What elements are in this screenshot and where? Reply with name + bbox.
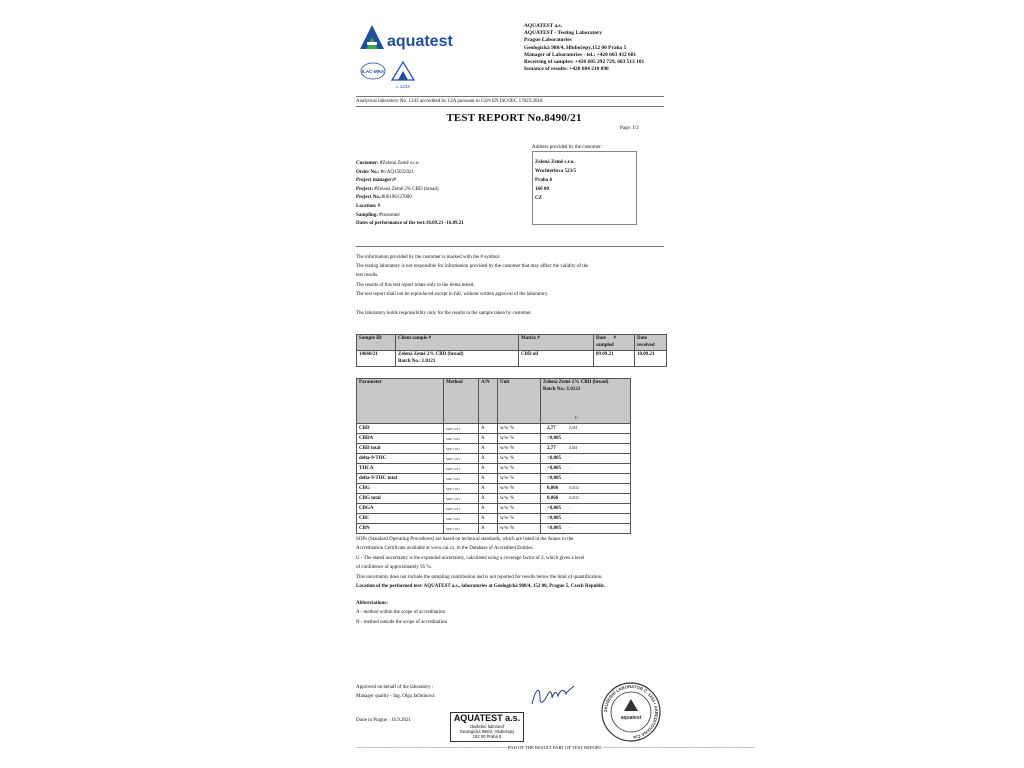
address-line: CZ — [535, 195, 543, 201]
an-cell: A — [479, 444, 498, 454]
result-cell — [541, 494, 631, 504]
stamp-line: 152 00 Praha 5 — [472, 734, 502, 739]
ilac-text: ILAC-MRA — [361, 69, 385, 74]
table-row — [357, 351, 667, 367]
result-value: <0,005 — [547, 476, 562, 481]
col-header: Method — [444, 379, 479, 424]
responsibility-note: The laboratory holds responsibility only for the results in the sample taken by customer. — [356, 311, 532, 317]
unit-cell: w/w % — [498, 464, 541, 474]
table-cell: CBD oil — [519, 351, 594, 367]
method-cell: SOP 7.18.1 — [444, 434, 479, 444]
field-label: Project: # — [356, 186, 377, 192]
header-line: Geologická 988/4, Hlubočepy,152 00 Praha 5 — [524, 44, 627, 51]
test-location: Location of the performed test: AQUATEST a.s., laboratories at Geologická 988/4, 152 00, Prague 5, Czech Republic. — [356, 584, 606, 590]
field-label: Sampling: # — [356, 212, 382, 218]
unit-cell: w/w % — [498, 494, 541, 504]
sample-col-header — [541, 379, 631, 424]
method-cell: SOP 7.18.1 — [444, 424, 479, 434]
parameter-cell: CBD — [357, 424, 444, 434]
field-value: 10.09.21 -16.09.21 — [425, 221, 464, 227]
customer-row — [356, 203, 464, 212]
parameter-cell: CBG — [357, 484, 444, 494]
sop-line: This uncertainty does not include the sampling contribution and is not reported for results below the limit of quantification. — [356, 574, 603, 580]
method-cell: SOP 7.18.1 — [444, 464, 479, 474]
uncertainty-value: 0,0132 — [569, 496, 579, 500]
col-header: Sample ID — [357, 335, 396, 351]
unit-cell: w/w % — [498, 454, 541, 464]
result-cell — [541, 484, 631, 494]
unit-cell: w/w % — [498, 514, 541, 524]
ilac-mra-mark — [360, 62, 386, 80]
table-row — [357, 434, 631, 444]
sop-line: Accreditation Certificate available at www.cai.cz, in the Database of Accredited Entities. — [356, 546, 534, 552]
method-cell: SOP 7.18.1 — [444, 514, 479, 524]
method-cell: SOP 7.18.1 — [444, 454, 479, 464]
sop-notes — [356, 535, 686, 591]
method-cell: SOP 7.18.1 — [444, 504, 479, 514]
results-table — [356, 378, 631, 534]
table-row — [357, 424, 631, 434]
address-line: Wuchterlova 523/5 — [535, 168, 577, 174]
customer-block — [356, 160, 464, 229]
table-row — [357, 474, 631, 484]
approval-line: Manager quality - Ing. Olga Jačminová — [356, 694, 435, 700]
an-cell: A — [479, 474, 498, 484]
customer-row — [356, 160, 464, 169]
header-line: Prague Laboratories — [524, 37, 572, 44]
uncertainty-value: 0,554 — [569, 446, 578, 450]
result-cell — [541, 504, 631, 514]
customer-row — [356, 220, 464, 229]
unit-cell: w/w % — [498, 474, 541, 484]
signature-icon — [528, 682, 578, 712]
unit-cell: w/w % — [498, 424, 541, 434]
notes-block — [356, 253, 672, 318]
an-cell: A — [479, 484, 498, 494]
method-cell: SOP 7.18.1 — [444, 494, 479, 504]
field-label: Project No.: — [356, 195, 382, 201]
customer-row — [356, 212, 464, 221]
customer-row — [356, 186, 464, 195]
col-header: Parameter — [357, 379, 444, 424]
approval-block — [356, 683, 435, 702]
parameter-cell: CBG total — [357, 494, 444, 504]
an-cell: A — [479, 424, 498, 434]
an-cell: A — [479, 464, 498, 474]
signature — [528, 682, 578, 712]
parameter-cell: CBDA — [357, 434, 444, 444]
an-cell: A — [479, 434, 498, 444]
result-value: 0,066 — [547, 496, 559, 501]
parameter-cell: CBGA — [357, 504, 444, 514]
col-header: Date # sampled — [594, 335, 635, 351]
round-stamp-logo: aquatest — [620, 715, 642, 721]
page-number: Page: 1/2 — [620, 126, 639, 131]
method-cell: SOP 7.18.1 — [444, 524, 479, 534]
customer-row — [356, 177, 464, 186]
field-label: Location: # — [356, 203, 381, 209]
unit-cell: w/w % — [498, 524, 541, 534]
an-cell: A — [479, 494, 498, 504]
uncertainty-value: - — [569, 476, 571, 480]
result-cell — [541, 424, 631, 434]
sample-table — [356, 334, 667, 367]
sop-line: SOPs (Standard Operating Procedures) are based on technical standards, which are listed in the Annex to the — [356, 537, 574, 542]
u-col-label: U — [575, 414, 578, 420]
result-cell — [541, 444, 631, 454]
table-row — [357, 504, 631, 514]
abbreviation-line: N - method outside the scope of accreditation — [356, 619, 447, 625]
uncertainty-value: 0,554 — [569, 426, 578, 430]
address-box — [532, 151, 637, 225]
col-header: Date received — [635, 335, 667, 351]
uncertainty-value: - — [569, 516, 571, 520]
table-row — [357, 454, 631, 464]
note-line: The test report shall not be reproduced except in full, without written approval of the laboratory. — [356, 291, 549, 297]
done-in-prague: Done in Prague : 16.9.2021 — [356, 718, 411, 723]
address-line: Praha 6 — [535, 177, 553, 183]
stamp-title: AQUATEST a.s. — [453, 713, 521, 723]
address-line: Zelená Země s.r.o. — [535, 159, 575, 165]
header-line: Receiving of samples: +420 605 292 729, 603 513 101 — [524, 59, 645, 66]
table-row — [357, 524, 631, 534]
stamp-line: zkušební laboratoř — [469, 724, 505, 729]
customer-row — [356, 169, 464, 178]
result-value: 0,066 — [547, 486, 559, 491]
header-line: Issuance of results: +420 604 210 898 — [524, 66, 609, 73]
table-row — [357, 494, 631, 504]
table-cell: 14660/21 — [357, 351, 396, 367]
result-value: <0,005 — [547, 466, 562, 471]
result-cell — [541, 464, 631, 474]
sample-col-title: Zelená Země 2% CBD (broad) Batch No.: L0121 — [543, 380, 609, 392]
col-header: Unit — [498, 379, 541, 424]
sample-table-header — [357, 335, 667, 351]
result-cell — [541, 474, 631, 484]
parameter-cell: CBD total — [357, 444, 444, 454]
results-body — [357, 424, 631, 534]
uncertainty-value: - — [569, 466, 571, 470]
aquatest-logo-icon — [358, 22, 482, 52]
col-header: Matrix # — [519, 335, 594, 351]
table-row — [357, 464, 631, 474]
field-value: o AQ15022021 — [383, 169, 414, 175]
note-line: The results of this test report relate only to the items tested. — [356, 282, 475, 288]
table-row — [357, 514, 631, 524]
an-cell: A — [479, 504, 498, 514]
result-value: 2,77 — [547, 426, 556, 431]
method-cell: SOP 7.18.1 — [444, 474, 479, 484]
cia-accreditation-mark — [388, 60, 418, 90]
section-rule — [356, 246, 664, 247]
field-value: 806196137000 — [381, 195, 412, 201]
method-cell: SOP 7.18.1 — [444, 444, 479, 454]
abbreviation-line: A - method within the scope of accreditation — [356, 610, 446, 616]
header-line: AQUATEST - Testing Laboratory — [524, 30, 603, 37]
header-rule — [356, 96, 664, 97]
lab-header-block — [524, 23, 644, 73]
round-lab-stamp — [600, 681, 662, 743]
an-cell: A — [479, 454, 498, 464]
header-line: AQUATEST a.s. — [524, 23, 562, 29]
uncertainty-value: - — [569, 526, 571, 530]
col-header: Client sample # — [396, 335, 519, 351]
round-stamp-ring-text: ZKUŠEBNÍ LABORATOŘ Č. 1243 • AKREDITOVANÁ ČIA — [602, 683, 660, 740]
header-rule-2 — [356, 106, 664, 107]
table-cell: 09.09.21 — [594, 351, 635, 367]
result-cell — [541, 434, 631, 444]
sop-line: U - The stated uncertainty is the expanded uncertainty, calculated using a coverage factor of 2, which gives a level — [356, 555, 585, 561]
header-line: Manager of Laboratories - tel.: +420 603 432 681 — [524, 51, 637, 58]
parameter-cell: CBN — [357, 524, 444, 534]
result-value: 2,77 — [547, 446, 556, 451]
result-value: <0,005 — [547, 436, 562, 441]
uncertainty-value: - — [569, 456, 571, 460]
address-heading: Address provided by the customer: — [532, 145, 602, 150]
parameter-cell: THCA — [357, 464, 444, 474]
method-cell: SOP 7.18.1 — [444, 484, 479, 494]
parameter-cell: CBC — [357, 514, 444, 524]
result-value: <0,005 — [547, 506, 562, 511]
field-label: Project manager:# — [356, 178, 396, 184]
unit-cell: w/w % — [498, 434, 541, 444]
aquatest-logo — [358, 22, 482, 52]
note-line: test results. — [356, 273, 379, 279]
table-cell: 10.09.21 — [635, 351, 667, 367]
results-table-header — [357, 379, 631, 424]
approval-line: Approved on behalf of the laboratory : — [356, 685, 434, 690]
parameter-cell: delta-9-THC total — [357, 474, 444, 484]
uncertainty-value: 0,0132 — [569, 486, 579, 490]
table-row — [357, 444, 631, 454]
parameter-cell: delta-9-THC — [357, 454, 444, 464]
field-label: Order No.: # — [356, 169, 384, 175]
field-value: Zelená Země 2% CBD (broad) — [376, 186, 439, 192]
stamp-line: Geologická 988/4, Hlubočepy — [459, 729, 515, 734]
field-label: Dates of performance of the test: — [356, 221, 426, 227]
company-stamp — [450, 712, 524, 742]
report-title: TEST REPORT No.8490/21 — [446, 112, 582, 124]
result-value: <0,005 — [547, 516, 562, 521]
result-value: <0,005 — [547, 526, 562, 531]
an-cell: A — [479, 524, 498, 534]
result-value: <0,005 — [547, 456, 562, 461]
sop-line: of confidence of approximately 95 %. — [356, 565, 432, 571]
unit-cell: w/w % — [498, 504, 541, 514]
result-cell — [541, 524, 631, 534]
field-label: Customer: # — [356, 161, 383, 166]
address-line: 160 00 — [535, 186, 550, 192]
an-cell: A — [479, 514, 498, 524]
unit-cell: w/w % — [498, 444, 541, 454]
logo-wordmark: aquatest — [387, 33, 453, 50]
customer-row — [356, 194, 464, 203]
abbreviations — [356, 599, 447, 627]
note-line: The testing laboratory is not responsible for information provided by the customer that may affect the validity of the — [356, 264, 589, 270]
unit-cell: w/w % — [498, 484, 541, 494]
col-header: A/N — [479, 379, 498, 424]
table-cell: Zelená Země 2% CBD (broad) Batch No.: L0121 — [396, 351, 519, 367]
abbreviations-heading: Abbreviations: — [356, 601, 388, 606]
result-cell — [541, 514, 631, 524]
field-value: Zelená Země s.r.o. — [382, 161, 420, 166]
note-line: The information provided by the customer is marked with the # symbol. — [356, 255, 501, 260]
field-value: customer — [381, 212, 401, 218]
uncertainty-value: - — [569, 436, 571, 440]
uncertainty-value: - — [569, 506, 571, 510]
end-of-results: ---------------------------------------------------------------------------------------------------END OF THE RESULT PART OF TEST REPORT --------------------------------------------------------------------------------------------------- — [356, 745, 754, 750]
accreditation-code: L 1243 — [396, 84, 410, 89]
round-stamp-icon — [600, 681, 662, 743]
report-page — [340, 0, 754, 768]
accreditation-statement: Analytical laboratory No. 1243 accredited by CIA pursuant to CSN EN ISO/IEC 17025:2018 — [356, 99, 543, 104]
result-cell — [541, 454, 631, 464]
table-row — [357, 484, 631, 494]
